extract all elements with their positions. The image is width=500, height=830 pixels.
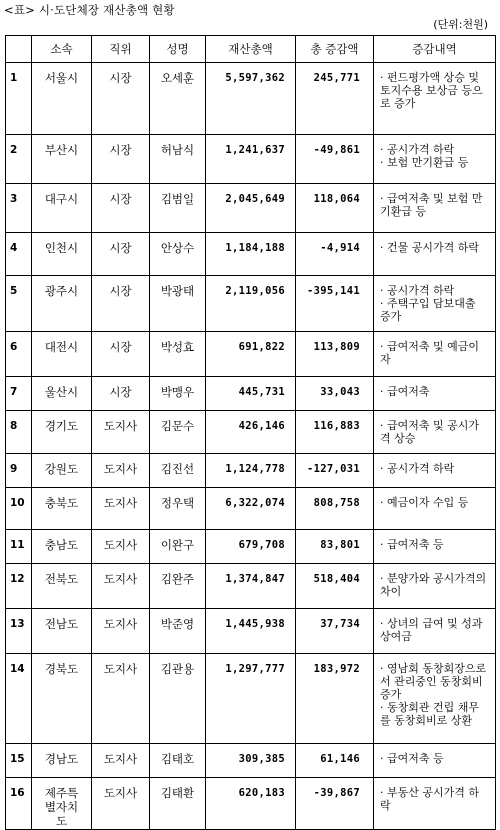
change-details-cell [374, 233, 496, 276]
change-details-cell [374, 332, 496, 377]
change-details-cell [374, 654, 496, 744]
change-amount-cell: 83,801 [296, 530, 374, 564]
detail-item: · 주택구입 담보대출 증가 [380, 297, 476, 323]
name-cell: 박광태 [150, 276, 206, 332]
position-cell: 시장 [92, 377, 150, 411]
table-row [6, 377, 496, 411]
unit-label: (단위:천원) [433, 18, 488, 31]
table-row [6, 135, 496, 184]
table-row [6, 609, 496, 654]
position-cell: 도지사 [92, 744, 150, 778]
row-number: 11 [6, 530, 32, 564]
change-amount-cell: -39,867 [296, 778, 374, 830]
region-cell: 부산시 [32, 135, 92, 184]
name-cell: 김진선 [150, 454, 206, 488]
detail-item: · 급여저축 등 [380, 538, 444, 551]
change-amount-cell: 116,883 [296, 411, 374, 454]
header-position: 직위 [92, 36, 150, 63]
change-details-cell [374, 411, 496, 454]
table-title: <표> 시·도단체장 재산총액 현황 [4, 3, 175, 17]
total-assets-cell: 2,119,056 [206, 276, 296, 332]
change-amount-cell: 33,043 [296, 377, 374, 411]
change-amount-cell: -49,861 [296, 135, 374, 184]
position-cell: 도지사 [92, 488, 150, 530]
change-amount-cell: -395,141 [296, 276, 374, 332]
change-details-cell [374, 63, 496, 135]
total-assets-cell: 5,597,362 [206, 63, 296, 135]
change-details-cell [374, 377, 496, 411]
row-number: 5 [6, 276, 32, 332]
total-assets-cell: 1,184,188 [206, 233, 296, 276]
table-row [6, 411, 496, 454]
detail-item: · 부동산 공시가격 하락 [380, 786, 479, 812]
change-amount-cell: -127,031 [296, 454, 374, 488]
row-number: 12 [6, 564, 32, 609]
region-cell: 강원도 [32, 454, 92, 488]
detail-item: · 동창회관 건립 채무를 동창회비로 상환 [380, 701, 479, 727]
change-details-cell [374, 609, 496, 654]
detail-item: · 급여저축 등 [380, 752, 444, 765]
position-cell: 도지사 [92, 454, 150, 488]
header-total: 재산총액 [206, 36, 296, 63]
detail-item: · 급여저축 및 보험 만기환급 등 [380, 192, 483, 218]
row-number: 14 [6, 654, 32, 744]
change-details-cell [374, 564, 496, 609]
detail-item: · 공시가격 하락 [380, 284, 455, 297]
header-region: 소속 [32, 36, 92, 63]
row-number: 9 [6, 454, 32, 488]
change-amount-cell: 113,809 [296, 332, 374, 377]
position-cell: 도지사 [92, 654, 150, 744]
change-details-cell [374, 135, 496, 184]
table-row [6, 564, 496, 609]
change-details-cell [374, 778, 496, 830]
position-cell: 시장 [92, 135, 150, 184]
region-cell: 제주특 별자치 도 [32, 778, 92, 830]
row-number: 1 [6, 63, 32, 135]
row-number: 10 [6, 488, 32, 530]
name-cell: 박맹우 [150, 377, 206, 411]
position-cell: 도지사 [92, 564, 150, 609]
name-cell: 김범일 [150, 184, 206, 233]
detail-item: · 공시가격 하락 [380, 462, 455, 475]
region-cell: 광주시 [32, 276, 92, 332]
region-cell: 서울시 [32, 63, 92, 135]
position-cell: 시장 [92, 332, 150, 377]
name-cell: 허남식 [150, 135, 206, 184]
name-cell: 김태환 [150, 778, 206, 830]
total-assets-cell: 426,146 [206, 411, 296, 454]
name-cell: 김관용 [150, 654, 206, 744]
region-cell: 대구시 [32, 184, 92, 233]
position-cell: 시장 [92, 63, 150, 135]
position-cell: 도지사 [92, 778, 150, 830]
change-amount-cell: 245,771 [296, 63, 374, 135]
change-details-cell [374, 744, 496, 778]
total-assets-cell: 679,708 [206, 530, 296, 564]
detail-item: · 예금이자 수입 등 [380, 496, 469, 509]
change-amount-cell: 61,146 [296, 744, 374, 778]
total-assets-cell: 445,731 [206, 377, 296, 411]
detail-item: · 보험 만기환급 등 [380, 156, 469, 169]
region-cell: 인천시 [32, 233, 92, 276]
row-number: 7 [6, 377, 32, 411]
table-row [6, 530, 496, 564]
region-cell: 울산시 [32, 377, 92, 411]
table-row [6, 276, 496, 332]
change-details-cell [374, 530, 496, 564]
total-assets-cell: 1,124,778 [206, 454, 296, 488]
row-number: 4 [6, 233, 32, 276]
table-row [6, 184, 496, 233]
total-assets-cell: 691,822 [206, 332, 296, 377]
change-details-cell [374, 454, 496, 488]
table-row [6, 454, 496, 488]
region-cell: 경남도 [32, 744, 92, 778]
change-amount-cell: 518,404 [296, 564, 374, 609]
detail-item: · 건물 공시가격 하락 [380, 241, 479, 254]
table-row [6, 488, 496, 530]
detail-item: · 급여저축 및 예금이자 [380, 340, 479, 366]
position-cell: 시장 [92, 276, 150, 332]
total-assets-cell: 309,385 [206, 744, 296, 778]
position-cell: 시장 [92, 233, 150, 276]
detail-item: · 급여저축 [380, 385, 430, 398]
change-amount-cell: 183,972 [296, 654, 374, 744]
change-amount-cell: -4,914 [296, 233, 374, 276]
table-row [6, 233, 496, 276]
name-cell: 김문수 [150, 411, 206, 454]
row-number: 2 [6, 135, 32, 184]
total-assets-cell: 2,045,649 [206, 184, 296, 233]
position-cell: 도지사 [92, 530, 150, 564]
row-number: 15 [6, 744, 32, 778]
change-amount-cell: 37,734 [296, 609, 374, 654]
row-number: 13 [6, 609, 32, 654]
region-cell: 충북도 [32, 488, 92, 530]
region-cell: 경북도 [32, 654, 92, 744]
region-cell: 전북도 [32, 564, 92, 609]
region-cell: 전남도 [32, 609, 92, 654]
row-number: 16 [6, 778, 32, 830]
change-details-cell [374, 488, 496, 530]
table-row [6, 744, 496, 778]
table-row [6, 63, 496, 135]
name-cell: 박준영 [150, 609, 206, 654]
name-cell: 김완주 [150, 564, 206, 609]
region-cell: 경기도 [32, 411, 92, 454]
detail-item: · 펀드평가액 상승 및 토지수용 보상금 등으로 증가 [380, 71, 483, 110]
change-details-cell [374, 184, 496, 233]
position-cell: 도지사 [92, 609, 150, 654]
detail-item: · 급여저축 및 공시가격 상승 [380, 419, 479, 445]
detail-item: · 상녀의 급여 및 성과상여금 [380, 617, 483, 643]
detail-item: · 영남회 동창회장으로서 관리중인 동창회비 증가 [380, 662, 487, 701]
header-name: 성명 [150, 36, 206, 63]
change-details-cell [374, 276, 496, 332]
table-row [6, 654, 496, 744]
row-number: 6 [6, 332, 32, 377]
total-assets-cell: 6,322,074 [206, 488, 296, 530]
header-change: 총 증감액 [296, 36, 374, 63]
total-assets-cell: 1,297,777 [206, 654, 296, 744]
name-cell: 오세훈 [150, 63, 206, 135]
row-number: 8 [6, 411, 32, 454]
position-cell: 시장 [92, 184, 150, 233]
header-details: 증감내역 [374, 36, 496, 63]
detail-item: · 공시가격 하락 [380, 143, 455, 156]
name-cell: 정우택 [150, 488, 206, 530]
name-cell: 박성효 [150, 332, 206, 377]
total-assets-cell: 1,241,637 [206, 135, 296, 184]
name-cell: 이완구 [150, 530, 206, 564]
table-row [6, 332, 496, 377]
change-amount-cell: 808,758 [296, 488, 374, 530]
name-cell: 안상수 [150, 233, 206, 276]
total-assets-cell: 1,445,938 [206, 609, 296, 654]
header-no [6, 36, 32, 63]
region-cell: 대전시 [32, 332, 92, 377]
region-cell: 충남도 [32, 530, 92, 564]
name-cell: 김태호 [150, 744, 206, 778]
change-amount-cell: 118,064 [296, 184, 374, 233]
asset-table [5, 35, 496, 830]
total-assets-cell: 620,183 [206, 778, 296, 830]
header-row [6, 36, 496, 63]
detail-item: · 분양가와 공시가격의 차이 [380, 572, 487, 598]
position-cell: 도지사 [92, 411, 150, 454]
total-assets-cell: 1,374,847 [206, 564, 296, 609]
row-number: 3 [6, 184, 32, 233]
table-row [6, 778, 496, 830]
